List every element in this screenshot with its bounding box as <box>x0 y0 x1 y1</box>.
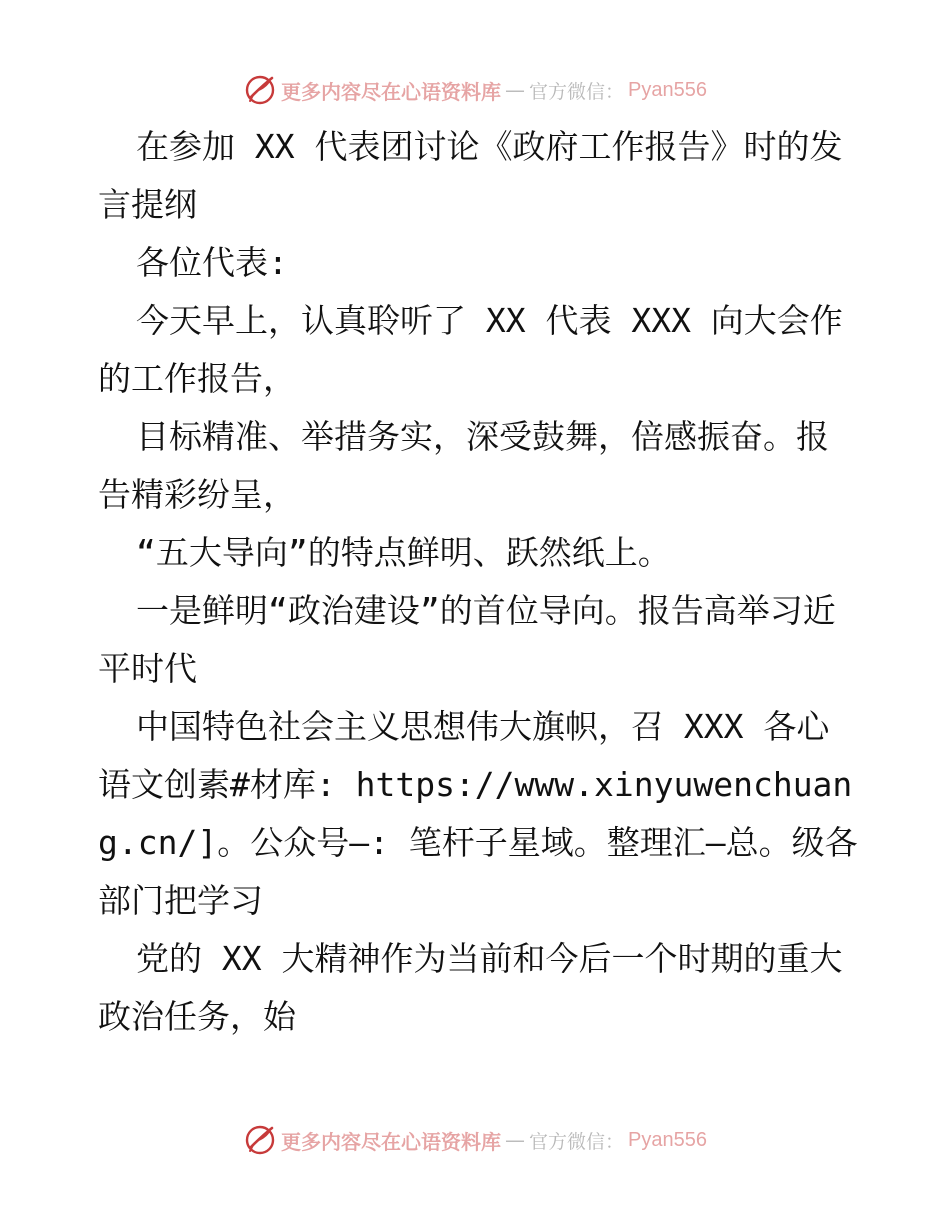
banner-wechat-label: 官方微信： <box>529 80 625 103</box>
header-banner-content[interactable] <box>243 73 707 107</box>
banner-wechat-label: 官方微信： <box>529 1130 625 1153</box>
banner-site-text: 更多内容尽在心语资料库 <box>281 79 501 104</box>
document-body <box>98 118 858 1046</box>
footer-banner-content[interactable] <box>243 1123 707 1157</box>
banner-wechat-id: Pyan556 <box>628 1128 707 1151</box>
paragraph: 目标精准、举措务实，深受鼓舞，倍感振奋。报告精彩纷呈， <box>98 417 829 514</box>
document-title: 在参加 XX 代表团讨论《政府工作报告》时的发言提纲 <box>98 127 843 224</box>
paragraph: 中国特色社会主义思想伟大旗帜，召 XXX 各心语文创素#材库: https://www.xinyuwenchuang.cn/]。公众号—: 笔杆子星域。整理汇—总。级各部门把学习 <box>98 707 858 920</box>
quill-pen-icon <box>243 73 277 107</box>
quill-pen-icon <box>243 1123 277 1157</box>
paragraph: “五大导向”的特点鲜明、跃然纸上。 <box>136 533 671 572</box>
salutation: 各位代表: <box>136 243 288 282</box>
header-banner <box>0 70 950 110</box>
banner-separator: — <box>505 1128 525 1152</box>
banner-separator: — <box>505 78 525 102</box>
paragraph: 党的 XX 大精神作为当前和今后一个时期的重大政治任务，始 <box>98 939 843 1036</box>
banner-wechat-id: Pyan556 <box>628 78 707 101</box>
paragraph: 今天早上，认真聆听了 XX 代表 XXX 向大会作的工作报告， <box>98 301 843 398</box>
banner-site-text: 更多内容尽在心语资料库 <box>281 1129 501 1154</box>
footer-banner <box>0 1120 950 1160</box>
paragraph: 一是鲜明“政治建设”的首位导向。报告高举习近平时代 <box>98 591 836 688</box>
